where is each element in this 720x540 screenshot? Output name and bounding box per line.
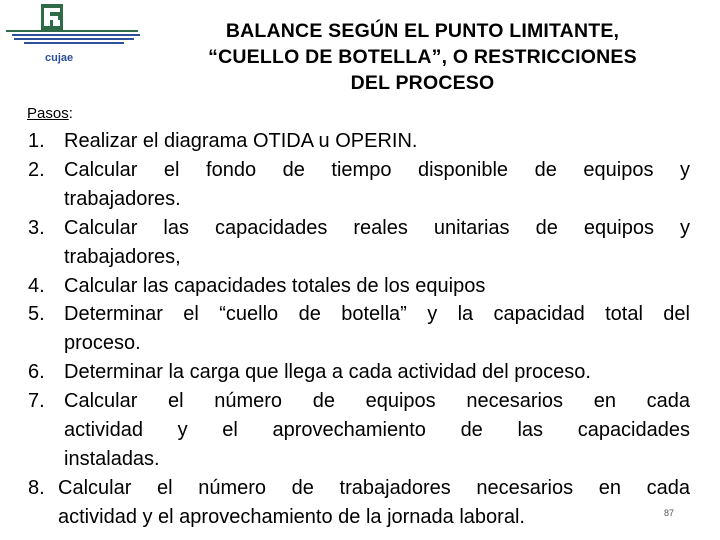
item-text-line: Calcular el número de trabajadores necesarios en cada [58,476,690,499]
item-text-line: proceso. [64,332,141,355]
list-item [28,300,690,358]
item-number: 2. [28,158,45,181]
item-text-line: Calcular el fondo de tiempo disponible de equipos y [64,158,690,181]
steps-label-text: Pasos [27,105,69,122]
steps-list [28,127,690,532]
list-item [28,474,690,532]
item-number: 7. [28,390,45,413]
item-text-line: Determinar la carga que llega a cada actividad del proceso. [64,361,591,384]
item-text-line: trabajadores. [64,187,181,210]
title-line: “CUELLO DE BOTELLA”, O RESTRICCIONES [208,46,637,68]
list-item [28,358,690,387]
list-item [28,127,690,156]
item-text-line: Realizar el diagrama OTIDA u OPERIN. [64,130,418,152]
item-number: 1. [28,130,45,152]
item-text-line: instaladas. [64,447,160,470]
steps-heading: Pasos: [27,105,73,122]
title-line: DEL PROCESO [350,72,495,94]
item-text-line: Determinar el “cuello de botella” y la capacidad total del [64,303,690,326]
list-item [28,272,690,301]
item-number: 3. [28,216,45,239]
item-text-line: Calcular las capacidades reales unitarias de equipos y [64,216,690,239]
item-number: 8. [28,476,45,499]
logo-brand-text: cujae [45,52,74,64]
logo-emblem-icon [6,2,146,68]
page-number: 87 [664,508,675,518]
item-text-line: Calcular las capacidades totales de los equipos [64,274,486,297]
slide-title [150,18,695,96]
item-text-line: actividad y el aprovechamiento de las capacidades [64,419,690,442]
item-text-line: trabajadores, [64,245,181,268]
list-item [28,214,690,272]
title-line: BALANCE SEGÚN EL PUNTO LIMITANTE, [225,20,620,42]
list-item [28,387,690,474]
institution-logo [6,2,146,68]
item-number: 6. [28,361,45,384]
item-number: 4. [28,274,45,297]
list-item [28,156,690,214]
item-number: 5. [28,303,45,326]
item-text-line: actividad y el aprovechamiento de la jornada laboral. [58,505,525,528]
item-text-line: Calcular el número de equipos necesarios en cada [64,390,690,413]
